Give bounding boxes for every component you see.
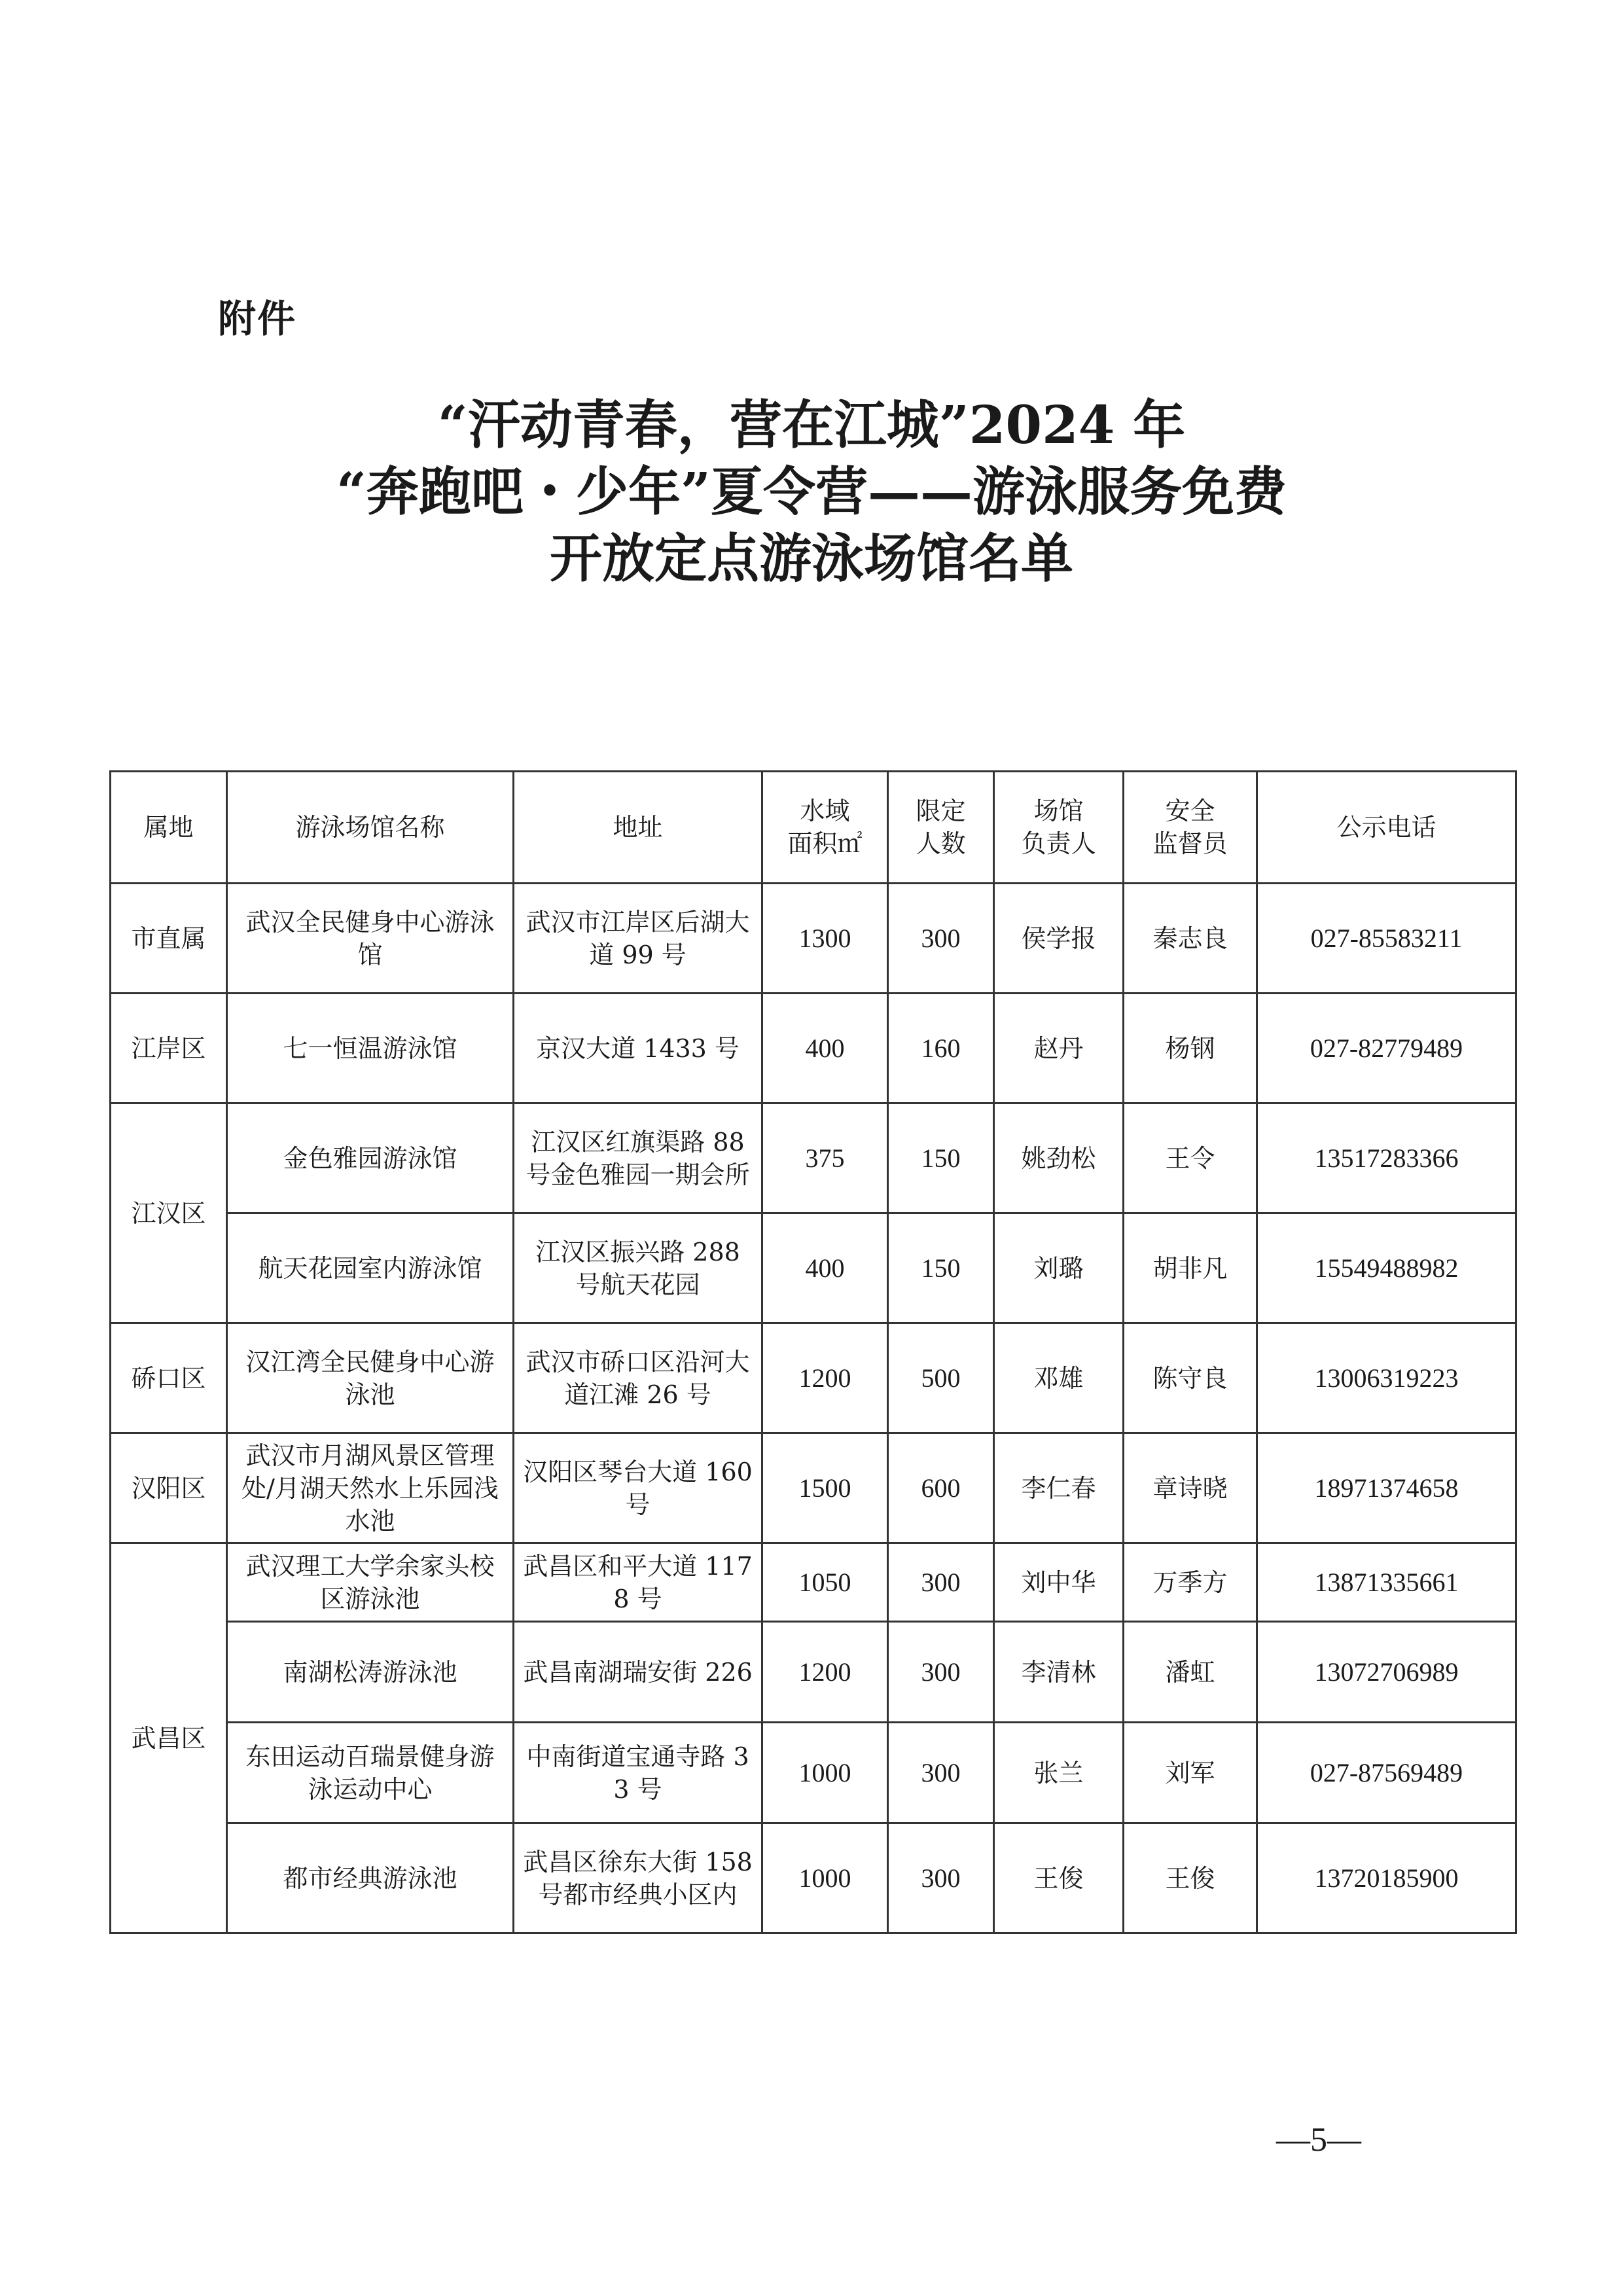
header-supervisor <box>1124 772 1257 884</box>
header-district: 属地 <box>111 772 227 884</box>
cell-address: 中南街道宝通寺路 33 号 <box>514 1723 762 1823</box>
cell-venue: 都市经典游泳池 <box>227 1823 514 1933</box>
table-header-row <box>111 772 1516 884</box>
cell-limit: 500 <box>888 1323 994 1433</box>
cell-supervisor: 胡非凡 <box>1124 1213 1257 1323</box>
cell-supervisor: 潘虹 <box>1124 1622 1257 1723</box>
cell-phone: 13720185900 <box>1257 1823 1516 1933</box>
cell-manager: 刘璐 <box>994 1213 1124 1323</box>
cell-address: 武昌区徐东大街 158 号都市经典小区内 <box>514 1823 762 1933</box>
cell-limit: 300 <box>888 1543 994 1622</box>
cell-venue: 武汉全民健身中心游泳馆 <box>227 884 514 994</box>
cell-manager: 邓雄 <box>994 1323 1124 1433</box>
cell-area: 400 <box>762 1213 888 1323</box>
header-venue: 游泳场馆名称 <box>227 772 514 884</box>
header-area-line2: 面积㎡ <box>787 829 863 858</box>
cell-venue: 航天花园室内游泳馆 <box>227 1213 514 1323</box>
cell-district: 市直属 <box>111 884 227 994</box>
cell-venue: 汉江湾全民健身中心游泳池 <box>227 1323 514 1433</box>
cell-area: 400 <box>762 994 888 1103</box>
title-line-1: “汗动青春，营在江城”2024 年 <box>437 394 1186 456</box>
cell-manager: 张兰 <box>994 1723 1124 1823</box>
header-phone: 公示电话 <box>1257 772 1516 884</box>
header-area-line1: 水域 <box>800 797 850 825</box>
cell-supervisor: 王俊 <box>1124 1823 1257 1933</box>
cell-phone: 18971374658 <box>1257 1433 1516 1543</box>
cell-supervisor: 章诗晓 <box>1124 1433 1257 1543</box>
attachment-label: 附件 <box>218 296 297 341</box>
cell-phone: 13006319223 <box>1257 1323 1516 1433</box>
header-supervisor-line2: 监督员 <box>1152 829 1228 858</box>
cell-limit: 160 <box>888 994 994 1103</box>
cell-phone: 13517283366 <box>1257 1103 1516 1213</box>
cell-limit: 300 <box>888 884 994 994</box>
header-manager <box>994 772 1124 884</box>
cell-address: 京汉大道 1433 号 <box>514 994 762 1103</box>
table-row <box>111 994 1516 1103</box>
venue-table <box>109 770 1517 1934</box>
cell-phone: 027-85583211 <box>1257 884 1516 994</box>
cell-manager: 王俊 <box>994 1823 1124 1933</box>
cell-manager: 李清林 <box>994 1622 1124 1723</box>
cell-limit: 300 <box>888 1723 994 1823</box>
cell-address: 武汉市江岸区后湖大道 99 号 <box>514 884 762 994</box>
cell-phone: 15549488982 <box>1257 1213 1516 1323</box>
cell-venue: 七一恒温游泳馆 <box>227 994 514 1103</box>
document-title <box>0 391 1623 592</box>
cell-venue: 金色雅园游泳馆 <box>227 1103 514 1213</box>
cell-limit: 150 <box>888 1103 994 1213</box>
table-row <box>111 1323 1516 1433</box>
cell-supervisor: 陈守良 <box>1124 1323 1257 1433</box>
cell-area: 1050 <box>762 1543 888 1622</box>
page-number: —5— <box>1276 2121 1361 2159</box>
table-row <box>111 1433 1516 1543</box>
cell-venue: 东田运动百瑞景健身游泳运动中心 <box>227 1723 514 1823</box>
cell-supervisor: 万季方 <box>1124 1543 1257 1622</box>
cell-limit: 300 <box>888 1622 994 1723</box>
cell-area: 1500 <box>762 1433 888 1543</box>
cell-supervisor: 王令 <box>1124 1103 1257 1213</box>
cell-supervisor: 杨钢 <box>1124 994 1257 1103</box>
table-row <box>111 1622 1516 1723</box>
title-line-2: “奔跑吧・少年”夏令营——游泳服务免费 <box>336 461 1287 522</box>
cell-manager: 赵丹 <box>994 994 1124 1103</box>
cell-phone: 13072706989 <box>1257 1622 1516 1723</box>
cell-supervisor: 秦志良 <box>1124 884 1257 994</box>
table-row <box>111 1103 1516 1213</box>
cell-manager: 姚劲松 <box>994 1103 1124 1213</box>
cell-area: 1200 <box>762 1622 888 1723</box>
cell-area: 1300 <box>762 884 888 994</box>
cell-phone: 027-82779489 <box>1257 994 1516 1103</box>
header-area <box>762 772 888 884</box>
title-line-3: 开放定点游泳场馆名单 <box>550 528 1073 589</box>
cell-address: 江汉区红旗渠路 88 号金色雅园一期会所 <box>514 1103 762 1213</box>
cell-area: 375 <box>762 1103 888 1213</box>
header-address: 地址 <box>514 772 762 884</box>
cell-district: 江汉区 <box>111 1103 227 1323</box>
cell-address: 江汉区振兴路 288 号航天花园 <box>514 1213 762 1323</box>
cell-address: 汉阳区琴台大道 160 号 <box>514 1433 762 1543</box>
cell-limit: 300 <box>888 1823 994 1933</box>
cell-venue: 南湖松涛游泳池 <box>227 1622 514 1723</box>
cell-address: 武昌区和平大道 1178 号 <box>514 1543 762 1622</box>
cell-manager: 刘中华 <box>994 1543 1124 1622</box>
header-limit-line2: 人数 <box>916 829 966 858</box>
cell-manager: 侯学报 <box>994 884 1124 994</box>
header-limit <box>888 772 994 884</box>
cell-address: 武汉市硚口区沿河大道江滩 26 号 <box>514 1323 762 1433</box>
cell-district: 江岸区 <box>111 994 227 1103</box>
table-row <box>111 1823 1516 1933</box>
cell-supervisor: 刘军 <box>1124 1723 1257 1823</box>
cell-phone: 13871335661 <box>1257 1543 1516 1622</box>
cell-area: 1200 <box>762 1323 888 1433</box>
cell-area: 1000 <box>762 1823 888 1933</box>
header-limit-line1: 限定 <box>916 797 966 825</box>
table-row <box>111 1213 1516 1323</box>
cell-district: 汉阳区 <box>111 1433 227 1543</box>
cell-district: 武昌区 <box>111 1543 227 1933</box>
cell-manager: 李仁春 <box>994 1433 1124 1543</box>
header-manager-line1: 场馆 <box>1033 797 1084 825</box>
cell-phone: 027-87569489 <box>1257 1723 1516 1823</box>
cell-venue: 武汉理工大学余家头校区游泳池 <box>227 1543 514 1622</box>
cell-area: 1000 <box>762 1723 888 1823</box>
cell-district: 硚口区 <box>111 1323 227 1433</box>
table-row <box>111 884 1516 994</box>
cell-limit: 150 <box>888 1213 994 1323</box>
cell-address: 武昌南湖瑞安街 226 <box>514 1622 762 1723</box>
table-row <box>111 1543 1516 1622</box>
table-row <box>111 1723 1516 1823</box>
header-manager-line2: 负责人 <box>1021 829 1096 858</box>
cell-venue: 武汉市月湖风景区管理处/月湖天然水上乐园浅水池 <box>227 1433 514 1543</box>
header-supervisor-line1: 安全 <box>1165 797 1215 825</box>
cell-limit: 600 <box>888 1433 994 1543</box>
